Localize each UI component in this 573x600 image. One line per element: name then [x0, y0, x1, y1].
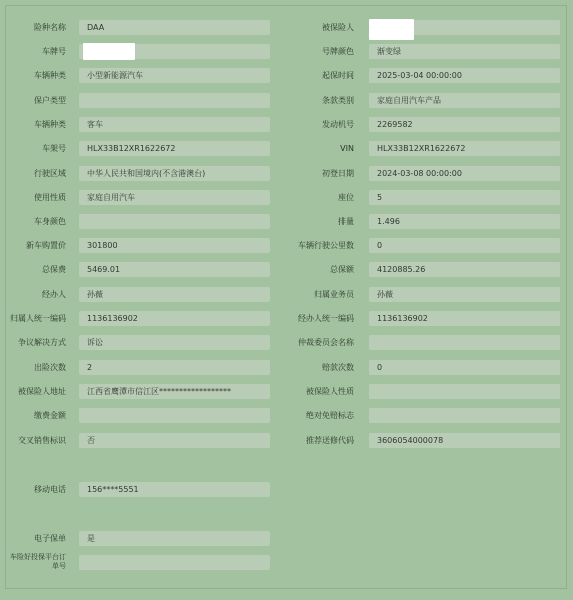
field-label-left-19: 电子保单: [34, 534, 66, 543]
field-value-left-0[interactable]: DAA: [79, 20, 270, 35]
field-label-right-12: 经办人统一编码: [298, 314, 354, 323]
field-value-right-9[interactable]: 0: [369, 238, 560, 253]
field-label-right-1: 号牌颜色: [322, 47, 354, 56]
field-value-left-12[interactable]: 1136136902: [79, 311, 270, 326]
field-label-left-4: 车辆种类: [34, 120, 66, 129]
field-value-right-2[interactable]: 2025-03-04 00:00:00: [369, 68, 560, 83]
field-value-right-4[interactable]: 2269582: [369, 117, 560, 132]
field-value-left-11[interactable]: 孙薇: [79, 287, 270, 302]
field-label-left-6: 行驶区域: [34, 169, 66, 178]
field-label-right-0: 被保险人: [322, 23, 354, 32]
field-label-right-13: 仲裁委员会名称: [298, 338, 354, 347]
field-label-right-14: 赔款次数: [322, 363, 354, 372]
field-label-right-15: 被保险人性质: [306, 387, 354, 396]
field-label-left-17: 交叉销售标识: [18, 436, 66, 445]
field-value-left-18[interactable]: 156****5551: [79, 482, 270, 497]
field-value-left-5[interactable]: HLX33B12XR1622672: [79, 141, 270, 156]
field-value-right-15[interactable]: [369, 384, 560, 399]
field-label-left-13: 争议解决方式: [18, 338, 66, 347]
field-label-left-8: 车身颜色: [34, 217, 66, 226]
field-label-right-3: 条款类别: [322, 96, 354, 105]
field-value-left-10[interactable]: 5469.01: [79, 262, 270, 277]
field-value-left-4[interactable]: 客车: [79, 117, 270, 132]
field-value-right-10[interactable]: 4120885.26: [369, 262, 560, 277]
field-value-left-13[interactable]: 诉讼: [79, 335, 270, 350]
field-value-left-7[interactable]: 家庭自用汽车: [79, 190, 270, 205]
field-value-left-20[interactable]: [79, 555, 270, 570]
field-value-right-14[interactable]: 0: [369, 360, 560, 375]
field-label-right-9: 车辆行驶公里数: [298, 241, 354, 250]
field-value-left-14[interactable]: 2: [79, 360, 270, 375]
field-label-left-2: 车辆种类: [34, 71, 66, 80]
field-value-right-17[interactable]: 3606054000078: [369, 433, 560, 448]
field-value-right-3[interactable]: 家庭自用汽车产品: [369, 93, 560, 108]
field-label-left-14: 出险次数: [34, 363, 66, 372]
field-label-right-11: 归属业务员: [314, 290, 354, 299]
field-label-left-10: 总保费: [42, 265, 66, 274]
field-label-right-17: 推荐送修代码: [306, 436, 354, 445]
field-value-right-1[interactable]: 渐变绿: [369, 44, 560, 59]
field-label-right-16: 绝对免赔标志: [306, 411, 354, 420]
field-value-left-6[interactable]: 中华人民共和国境内(不含港澳台): [79, 166, 270, 181]
field-label-left-18: 移动电话: [34, 485, 66, 494]
field-label-left-9: 新车购置价: [26, 241, 66, 250]
field-value-left-3[interactable]: [79, 93, 270, 108]
field-label-left-20: 车险好投保平台订单号: [10, 553, 66, 570]
field-label-right-5: VIN: [340, 144, 354, 153]
field-label-left-12: 归属人统一编码: [10, 314, 66, 323]
field-label-left-3: 保户类型: [34, 96, 66, 105]
field-value-left-16[interactable]: [79, 408, 270, 423]
field-value-left-15[interactable]: 江西省鹰潭市信江区******************: [79, 384, 270, 399]
field-value-right-13[interactable]: [369, 335, 560, 350]
field-label-left-1: 车牌号: [42, 47, 66, 56]
plate-redaction-mask: [83, 43, 135, 60]
field-label-right-2: 起保时间: [322, 71, 354, 80]
field-label-left-11: 经办人: [42, 290, 66, 299]
field-value-right-16[interactable]: [369, 408, 560, 423]
field-value-left-17[interactable]: 否: [79, 433, 270, 448]
field-label-left-7: 使用性质: [34, 193, 66, 202]
field-value-left-9[interactable]: 301800: [79, 238, 270, 253]
field-label-right-4: 发动机号: [322, 120, 354, 129]
field-label-left-15: 被保险人地址: [18, 387, 66, 396]
field-label-left-0: 险种名称: [34, 23, 66, 32]
field-value-left-2[interactable]: 小型新能源汽车: [79, 68, 270, 83]
insured-redaction-mask: [369, 19, 414, 40]
field-label-right-7: 座位: [338, 193, 354, 202]
field-value-right-11[interactable]: 孙薇: [369, 287, 560, 302]
field-label-right-8: 排量: [338, 217, 354, 226]
field-value-right-5[interactable]: HLX33B12XR1622672: [369, 141, 560, 156]
field-value-right-12[interactable]: 1136136902: [369, 311, 560, 326]
field-label-right-6: 初登日期: [322, 169, 354, 178]
field-label-left-16: 缴费金额: [34, 411, 66, 420]
field-label-left-5: 车架号: [42, 144, 66, 153]
field-value-left-8[interactable]: [79, 214, 270, 229]
field-value-right-7[interactable]: 5: [369, 190, 560, 205]
field-value-right-6[interactable]: 2024-03-08 00:00:00: [369, 166, 560, 181]
field-label-right-10: 总保额: [330, 265, 354, 274]
field-value-left-19[interactable]: 是: [79, 531, 270, 546]
field-value-right-8[interactable]: 1.496: [369, 214, 560, 229]
